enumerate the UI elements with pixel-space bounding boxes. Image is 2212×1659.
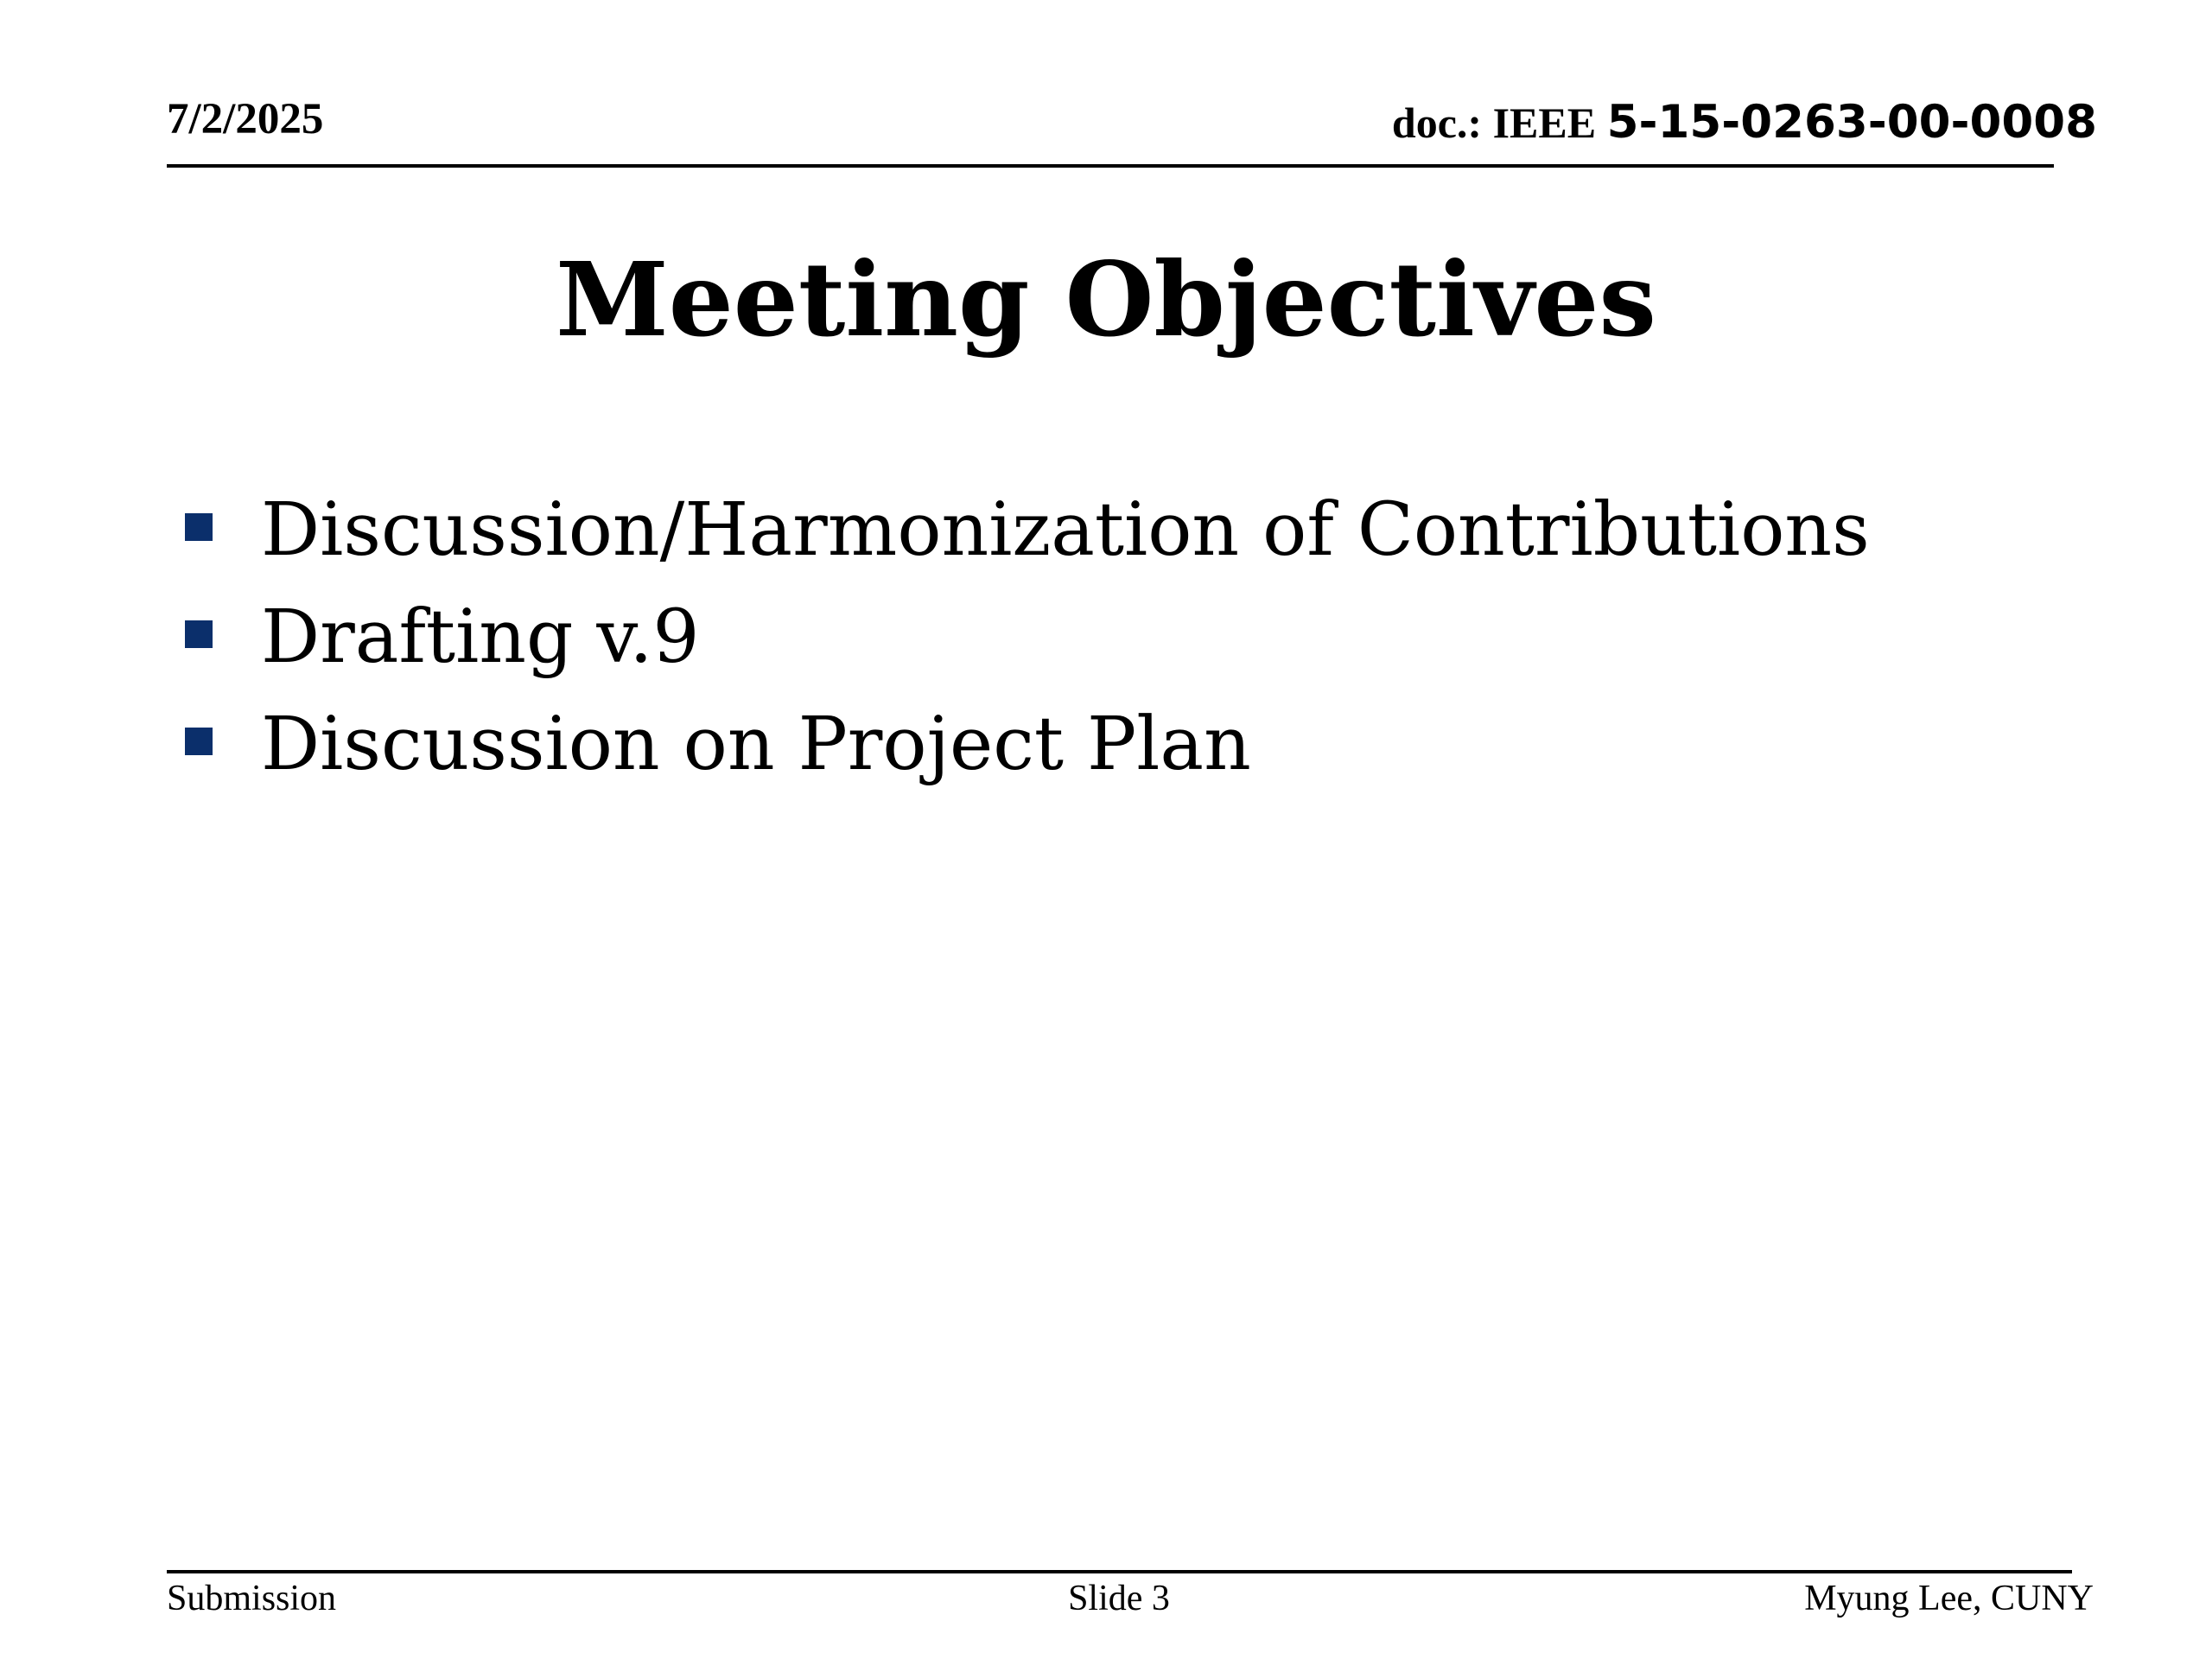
header-divider [167,164,2054,168]
slide-title: Meeting Objectives [556,239,1656,359]
doc-id-prefix: doc.: IEEE [1391,99,1607,147]
footer-divider [167,1570,2072,1573]
footer-author: Myung Lee, CUNY [1804,1579,2094,1618]
list-item-text: Discussion on Project Plan [261,702,1251,787]
list-item-text: Discussion/Harmonization of Contributions [261,487,1870,573]
square-bullet-icon [185,728,213,755]
footer-submission: Submission [167,1579,337,1618]
header-doc-id [1392,95,2097,161]
footer-slide-number: Slide 3 [1068,1579,1170,1618]
square-bullet-icon [185,513,213,541]
list-item-text: Drafting v.9 [261,594,700,680]
square-bullet-icon [185,620,213,648]
doc-id-number: 5-15-0263-00-0008 [1606,96,2097,149]
header-date: 7/2/2025 [167,95,324,143]
